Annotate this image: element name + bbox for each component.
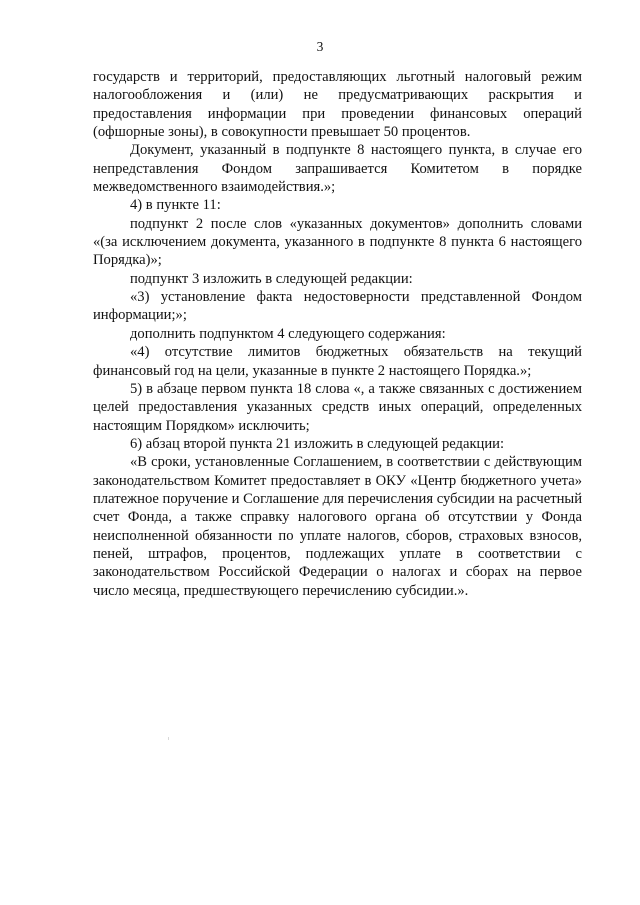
paragraph-document-request: Документ, указанный в подпункте 8 настоящего пункта, в случае его непредставления Фондом запрашивается Комитетом в порядке межведомственного взаимодействия.»; (93, 142, 582, 196)
paragraph-subitem-4-text: «4) отсутствие лимитов бюджетных обязательств на текущий финансовый год на цели, указанные в пункте 2 настоящего Порядка.»; (93, 344, 582, 379)
paragraph-subitem-4-intro: дополнить подпунктом 4 следующего содержания: (130, 325, 446, 342)
paragraph-item-4: 4) в пункте 11: (130, 197, 221, 214)
scan-artifact (168, 737, 169, 740)
paragraph-subitem-3-intro: подпункт 3 изложить в следующей редакции: (130, 270, 413, 287)
paragraph-subitem-2: подпункт 2 после слов «указанных документов» дополнить словами «(за исключением документа, указанного в подпункте 8 пункта 6 настоящего Порядка)»; (93, 215, 582, 269)
page-number: 3 (316, 39, 324, 54)
paragraph-subitem-3-text: «3) установление факта недостоверности представленной Фондом информации;»; (93, 289, 582, 324)
document-body (93, 68, 582, 600)
paragraph-item-6: 6) абзац второй пункта 21 изложить в следующей редакции: (130, 435, 505, 452)
paragraph-item-6-text: «В сроки, установленные Соглашением, в соответствии с действующим законодательством Комитет предоставляет в ОКУ «Центр бюджетного учета» платежное поручение и Соглашение для перечисления субсидии на расчетный счет Фонда, а также справку налогового органа об отсутствии у Фонда неисполненной обязанности по уплате налогов, сборов, страховых взносов, пеней, штрафов, процентов, подлежащих уплате в соответствии с законодательством Российской Федерации о налогах и сборах на первое число месяца, предшествующего перечислению субсидии.». (93, 454, 583, 599)
paragraph-continuation: государств и территорий, предоставляющих льготный налоговый режим налогообложения и (или) не предусматривающих раскрытия и предоставления информации при проведении финансовых операций (офшорные зоны), в совокупности превышает 50 процентов. (93, 69, 582, 141)
paragraph-item-5: 5) в абзаце первом пункта 18 слова «, а также связанных с достижением целей предоставления указанных средств иных операций, определенных настоящим Порядком» исключить; (93, 380, 582, 434)
